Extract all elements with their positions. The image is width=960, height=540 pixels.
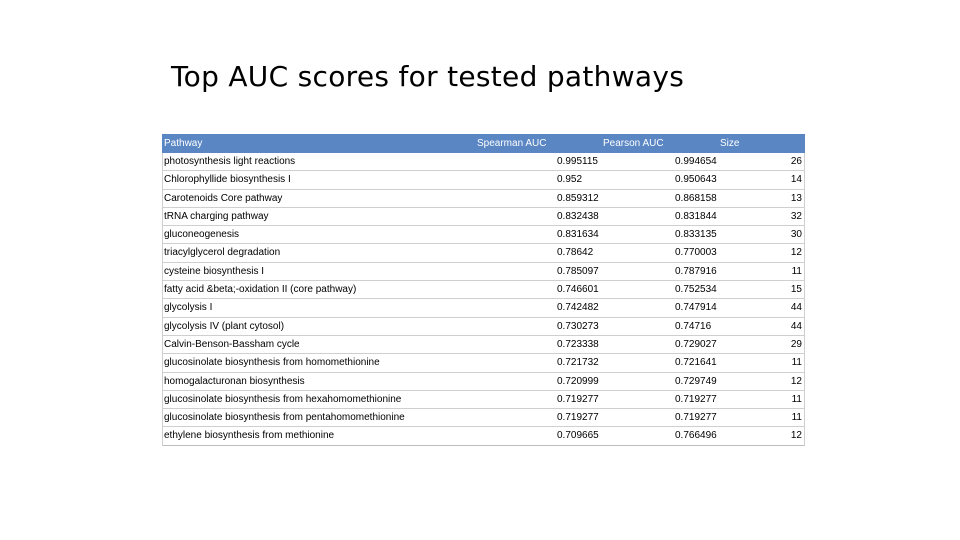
table-header bbox=[162, 134, 805, 153]
cell-spearman-auc: 0.952 bbox=[557, 174, 583, 186]
table-row bbox=[163, 263, 804, 281]
table-row bbox=[163, 153, 804, 171]
cell-pearson-auc: 0.752534 bbox=[675, 284, 717, 296]
cell-size: 14 bbox=[790, 174, 802, 186]
cell-pathway: homogalacturonan biosynthesis bbox=[164, 375, 305, 387]
table-row bbox=[163, 244, 804, 262]
cell-pathway: gluconeogenesis bbox=[164, 229, 240, 241]
cell-pathway: glucosinolate biosynthesis from homomethionine bbox=[164, 357, 380, 369]
header-spearman-auc: Spearman AUC bbox=[477, 138, 547, 149]
cell-pearson-auc: 0.787916 bbox=[675, 265, 717, 277]
cell-size: 11 bbox=[791, 265, 802, 277]
cell-pearson-auc: 0.719277 bbox=[675, 393, 717, 405]
cell-pearson-auc: 0.766496 bbox=[675, 430, 717, 442]
cell-pearson-auc: 0.729749 bbox=[675, 375, 717, 387]
cell-pearson-auc: 0.950643 bbox=[675, 174, 717, 186]
cell-pathway: ethylene biosynthesis from methionine bbox=[164, 430, 335, 442]
cell-size: 15 bbox=[790, 284, 802, 296]
cell-size: 29 bbox=[790, 338, 802, 350]
cell-spearman-auc: 0.719277 bbox=[557, 393, 599, 405]
cell-spearman-auc: 0.719277 bbox=[557, 412, 599, 424]
cell-pathway: fatty acid &beta;-oxidation II (core pathway) bbox=[164, 284, 357, 296]
table-row bbox=[163, 391, 804, 409]
cell-spearman-auc: 0.785097 bbox=[557, 265, 599, 277]
cell-spearman-auc: 0.859312 bbox=[557, 192, 599, 204]
cell-pearson-auc: 0.747914 bbox=[675, 302, 717, 314]
table-row bbox=[163, 226, 804, 244]
cell-pathway: tRNA charging pathway bbox=[164, 210, 269, 222]
cell-spearman-auc: 0.742482 bbox=[557, 302, 599, 314]
table-row bbox=[163, 409, 804, 427]
cell-size: 13 bbox=[790, 192, 802, 204]
cell-pearson-auc: 0.833135 bbox=[675, 229, 717, 241]
cell-spearman-auc: 0.723338 bbox=[557, 338, 599, 350]
table-row bbox=[163, 354, 804, 372]
cell-size: 12 bbox=[790, 430, 802, 442]
cell-pathway: glucosinolate biosynthesis from hexahomomethionine bbox=[164, 393, 402, 405]
cell-pathway: cysteine biosynthesis I bbox=[164, 265, 265, 277]
cell-spearman-auc: 0.832438 bbox=[557, 210, 599, 222]
table-row bbox=[163, 427, 804, 445]
cell-pathway: triacylglycerol degradation bbox=[164, 247, 281, 259]
cell-spearman-auc: 0.78642 bbox=[557, 247, 594, 259]
cell-size: 11 bbox=[791, 412, 802, 424]
table-row bbox=[163, 281, 804, 299]
cell-pearson-auc: 0.721641 bbox=[675, 357, 717, 369]
cell-spearman-auc: 0.995115 bbox=[557, 156, 598, 167]
cell-pathway: glycolysis I bbox=[164, 302, 213, 314]
cell-size: 26 bbox=[790, 156, 802, 167]
table-row bbox=[163, 190, 804, 208]
cell-pearson-auc: 0.770003 bbox=[675, 247, 717, 259]
cell-size: 12 bbox=[790, 247, 802, 259]
table-row bbox=[163, 299, 804, 317]
cell-pathway: photosynthesis light reactions bbox=[164, 156, 296, 167]
table-row bbox=[163, 208, 804, 226]
header-pathway: Pathway bbox=[164, 138, 203, 149]
table-row bbox=[163, 373, 804, 391]
cell-spearman-auc: 0.730273 bbox=[557, 320, 599, 332]
cell-size: 32 bbox=[790, 210, 802, 222]
cell-pearson-auc: 0.719277 bbox=[675, 412, 717, 424]
cell-pathway: Calvin-Benson-Bassham cycle bbox=[164, 338, 300, 350]
cell-size: 11 bbox=[791, 393, 802, 405]
cell-pearson-auc: 0.729027 bbox=[675, 338, 717, 350]
cell-spearman-auc: 0.721732 bbox=[557, 357, 599, 369]
cell-size: 12 bbox=[790, 375, 802, 387]
cell-spearman-auc: 0.746601 bbox=[557, 284, 599, 296]
cell-pearson-auc: 0.994654 bbox=[675, 156, 717, 167]
cell-pathway: glycolysis IV (plant cytosol) bbox=[164, 320, 285, 332]
cell-pearson-auc: 0.868158 bbox=[675, 192, 717, 204]
cell-pearson-auc: 0.831844 bbox=[675, 210, 717, 222]
cell-spearman-auc: 0.720999 bbox=[557, 375, 599, 387]
cell-size: 44 bbox=[790, 302, 802, 314]
cell-pathway: glucosinolate biosynthesis from pentahomomethionine bbox=[164, 412, 405, 424]
cell-spearman-auc: 0.709665 bbox=[557, 430, 599, 442]
cell-size: 30 bbox=[790, 229, 802, 241]
table-row bbox=[163, 318, 804, 336]
cell-pathway: Chlorophyllide biosynthesis I bbox=[164, 174, 291, 186]
cell-spearman-auc: 0.831634 bbox=[557, 229, 599, 241]
cell-size: 11 bbox=[791, 357, 802, 369]
header-pearson-auc: Pearson AUC bbox=[603, 138, 664, 149]
pathway-auc-table bbox=[162, 134, 805, 446]
cell-pearson-auc: 0.74716 bbox=[675, 320, 712, 332]
header-size: Size bbox=[720, 138, 740, 149]
slide-title: Top AUC scores for tested pathways bbox=[171, 60, 685, 93]
table-body bbox=[162, 153, 805, 446]
cell-size: 44 bbox=[790, 320, 802, 332]
table-row bbox=[163, 171, 804, 189]
table-row bbox=[163, 336, 804, 354]
cell-pathway: Carotenoids Core pathway bbox=[164, 192, 283, 204]
